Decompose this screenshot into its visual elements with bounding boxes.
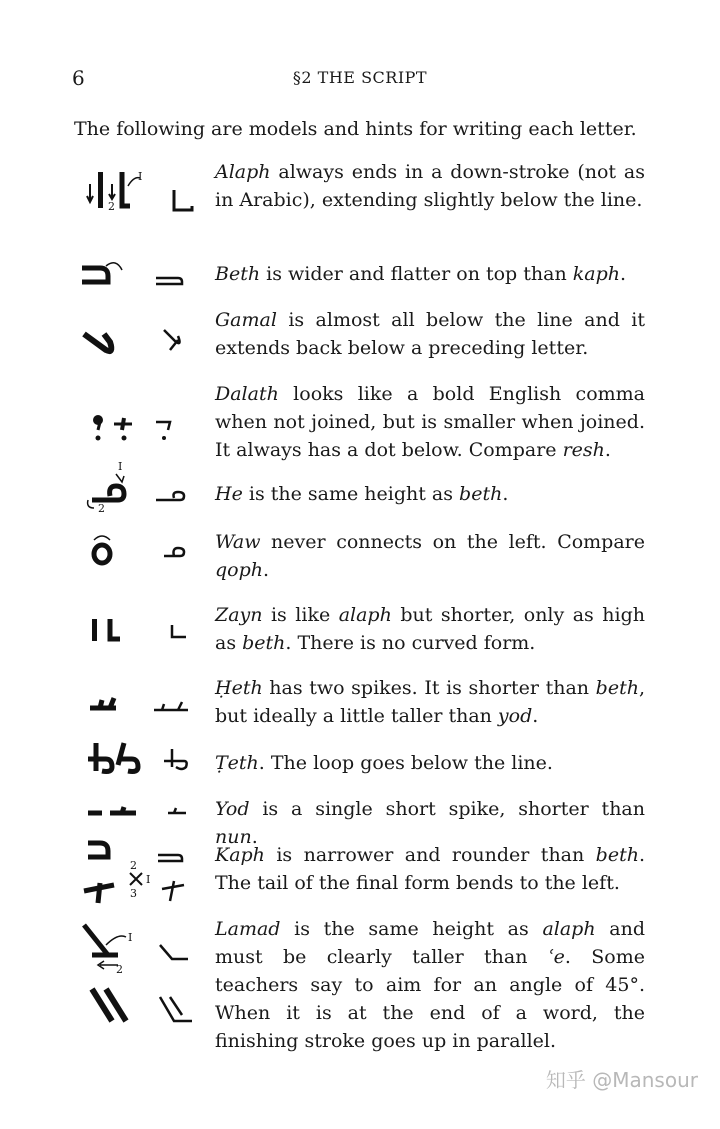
heth-glyphs [78, 688, 208, 718]
description-text: . [251, 826, 258, 848]
description-text: is like [262, 604, 339, 626]
description-term: alaph [338, 604, 392, 626]
lamad-glyph-icon [78, 915, 208, 1035]
yod-glyph-icon [78, 799, 208, 821]
zayn-description [215, 601, 645, 657]
description-term: qoph [215, 559, 264, 581]
description-term: Zayn [215, 604, 263, 626]
gamal-description [215, 306, 645, 362]
page-number: 6 [72, 66, 85, 90]
description-term: Ṭeth [215, 752, 259, 774]
kaph-glyphs [78, 837, 208, 907]
description-term: Lamad [215, 918, 281, 940]
description-text: always ends in a down-stroke (not as in Arabic), extending slightly below the line. [215, 161, 645, 211]
description-text: looks like a bold English comma when not joined, but is smaller when joined. It always has a dot below. Compare [215, 383, 645, 461]
heth-glyph-icon [78, 688, 208, 718]
kaph-description [215, 841, 645, 897]
description-text: but shorter, only as high as [215, 604, 646, 654]
dalath-glyphs [78, 410, 208, 444]
description-term: kaph [572, 263, 620, 285]
beth-description [215, 260, 645, 288]
description-text: . [604, 439, 611, 461]
beth-glyph-icon [78, 260, 208, 290]
description-term: Dalath [215, 383, 279, 405]
he-stroke-number: 2 [98, 502, 105, 515]
description-text: is a single short spike, shorter than [249, 798, 645, 820]
gamal-glyph-icon [78, 320, 208, 360]
intro-text: The following are models and hints for writing each letter. [74, 118, 637, 140]
alaph-stroke-number: I [138, 170, 143, 183]
kaph-stroke-number: 2 [130, 859, 137, 872]
description-term: Beth [215, 263, 261, 285]
yod-glyphs [78, 799, 208, 821]
description-text: is narrower and rounder than [264, 844, 596, 866]
lamad-glyphs [78, 915, 208, 1035]
description-term: Gamal [215, 309, 277, 331]
description-text: is wider and flatter on top than [260, 263, 573, 285]
description-text: . The loop goes below the line. [258, 752, 553, 774]
alaph-stroke-number: 2 [108, 200, 115, 213]
description-text: . [620, 263, 627, 285]
description-term: beth [595, 677, 639, 699]
zayn-glyph-icon [78, 613, 208, 643]
gamal-glyphs [78, 320, 208, 360]
he-glyphs [78, 458, 208, 518]
description-term: beth [242, 632, 286, 654]
watermark: 知乎 @Mansour [545, 1068, 698, 1092]
dalath-description [215, 380, 645, 464]
description-term: Ḥeth [215, 677, 263, 699]
description-text: is almost all below the line and it extends back below a preceding letter. [215, 309, 645, 359]
he-description [215, 480, 645, 508]
lamad-stroke-number: 2 [116, 963, 123, 976]
description-text: , but ideally a little taller than [215, 677, 645, 727]
he-glyph-icon [78, 458, 208, 518]
description-text: . [532, 705, 539, 727]
beth-glyphs [78, 260, 208, 290]
alaph-description [215, 158, 645, 214]
description-text: is the same height as [242, 483, 460, 505]
description-term: Kaph [215, 844, 265, 866]
description-text: and must be clearly taller than [215, 918, 645, 968]
teth-glyph-icon [78, 737, 208, 777]
description-term: Yod [215, 798, 250, 820]
kaph-stroke-number: 3 [130, 887, 137, 900]
description-term: He [215, 483, 243, 505]
waw-glyphs [78, 532, 208, 568]
lamad-stroke-number: I [128, 931, 133, 944]
kaph-stroke-number: I [146, 873, 151, 886]
teth-description [215, 749, 645, 777]
description-text: . The tail of the final form bends to the left. [215, 844, 645, 894]
zayn-glyphs [78, 613, 208, 643]
description-term: beth [595, 844, 639, 866]
description-text: has two spikes. It is shorter than [262, 677, 596, 699]
alaph-glyphs [78, 166, 208, 216]
description-term: alaph [542, 918, 596, 940]
he-stroke-number: I [118, 460, 123, 473]
running-head: §2 THE SCRIPT [292, 68, 428, 87]
waw-description [215, 528, 645, 584]
description-term: yod [497, 705, 533, 727]
alaph-glyph-icon [78, 166, 208, 216]
dalath-glyph-icon [78, 410, 208, 444]
description-term: beth [459, 483, 503, 505]
description-text: . [263, 559, 270, 581]
kaph-glyph-icon [78, 837, 208, 907]
description-term: Waw [215, 531, 261, 553]
description-text: is the same height as [280, 918, 543, 940]
teth-glyphs [78, 737, 208, 777]
lamad-description [215, 915, 645, 1055]
waw-glyph-icon [78, 532, 208, 568]
description-text: . Some teachers say to aim for an angle of 45°. When it is at the end of a word, the finishing stroke goes up in parallel. [215, 946, 646, 1052]
description-term: resh [562, 439, 605, 461]
description-term: nun [215, 826, 252, 848]
description-text: . [502, 483, 509, 505]
description-term: ʿe [547, 946, 565, 968]
heth-description [215, 674, 645, 730]
description-text: . There is no curved form. [285, 632, 536, 654]
description-text: never connects on the left. Compare [260, 531, 645, 553]
description-term: Alaph [215, 161, 271, 183]
